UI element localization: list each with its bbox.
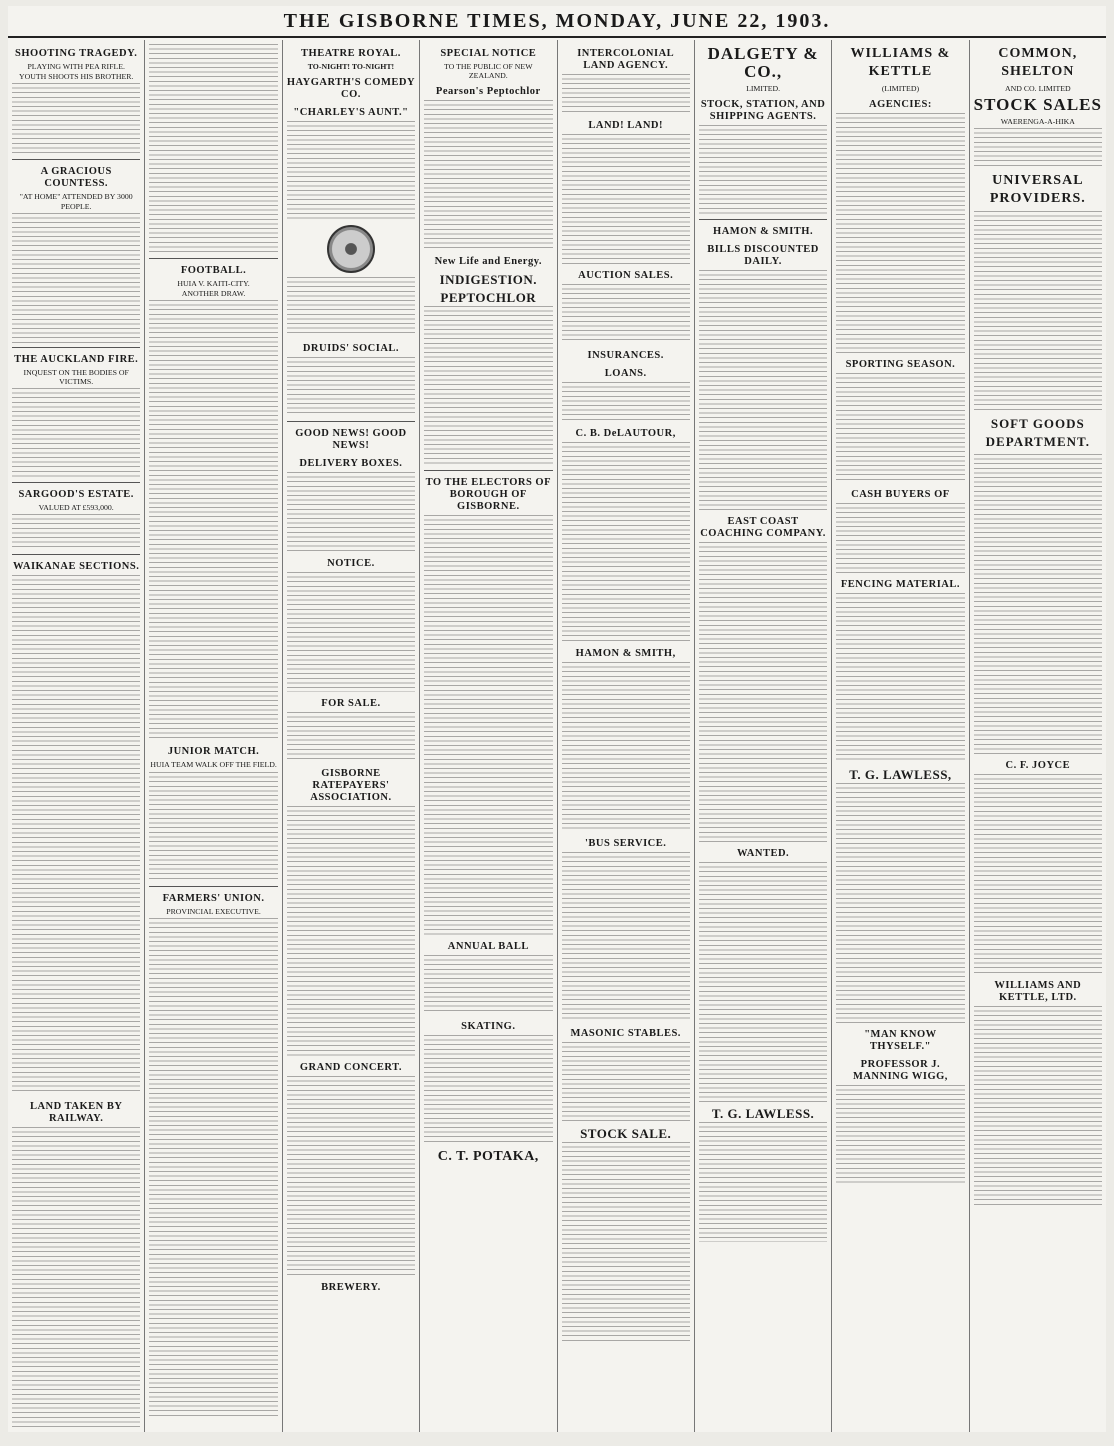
article-text: [149, 772, 277, 882]
headline: LOANS.: [604, 368, 647, 379]
headline: ANNUAL BALL: [447, 941, 529, 953]
headline: 'BUS SERVICE.: [584, 838, 667, 849]
column-8: [970, 40, 1106, 1432]
divider: [424, 470, 552, 471]
article-text: [974, 454, 1102, 754]
headline: GISBORNE RATEPAYERS' ASSOCIATION.: [310, 768, 392, 804]
article-text: [562, 382, 690, 422]
article-text: [424, 1035, 552, 1145]
headline: "MAN KNOW THYSELF.": [864, 1029, 937, 1053]
divider: [12, 347, 140, 348]
headline: Pearson's Peptochlor: [435, 86, 541, 98]
headline: INTERCOLONIAL LAND AGENCY.: [577, 48, 675, 71]
headline: FARMERS' UNION.: [162, 892, 265, 904]
column-5: [558, 40, 695, 1432]
article-text: [836, 593, 964, 763]
subheadline: PLAYING WITH PEA RIFLE.: [27, 62, 125, 71]
subheadline: INQUEST ON THE BODIES OF VICTIMS.: [23, 367, 129, 387]
article-text: [149, 44, 277, 254]
article-text: [562, 1142, 690, 1342]
headline: T. G. LAWLESS.: [711, 1106, 815, 1122]
headline: MASONIC STABLES.: [570, 1028, 681, 1039]
subheadline: TO THE PUBLIC OF NEW ZEALAND.: [444, 62, 533, 81]
divider: [149, 886, 277, 887]
columns: [8, 40, 1106, 1432]
headline: SPORTING SEASON.: [845, 359, 956, 371]
headline: WAIKANAE SECTIONS.: [13, 561, 140, 573]
article-text: [149, 300, 277, 740]
lodge-emblem: [287, 225, 415, 273]
headline: JUNIOR MATCH.: [167, 746, 260, 758]
subheadline: YOUTH SHOOTS HIS BROTHER.: [19, 72, 134, 82]
divider: [12, 554, 140, 555]
divider: [12, 159, 140, 160]
subheadline: ANOTHER DRAW.: [181, 289, 246, 299]
column-2: [145, 40, 282, 1432]
headline: C. T. POTAKA,: [437, 1149, 539, 1165]
column-1: [8, 40, 145, 1432]
subheadline: VALUED AT £593,000.: [38, 503, 114, 513]
article-text: [974, 774, 1102, 974]
article-text: [12, 83, 140, 155]
subheadline: TO-NIGHT! TO-NIGHT!: [307, 62, 395, 71]
subheadline: HUIA V. KAITI-CITY.: [177, 279, 250, 288]
article-text: [699, 542, 827, 842]
article-text: [287, 277, 415, 337]
article-text: [562, 852, 690, 1022]
article-text: [287, 1076, 415, 1276]
article-text: [12, 1127, 140, 1427]
article-text: [424, 955, 552, 1015]
divider: [12, 482, 140, 483]
headline: STOCK, STATION, AND SHIPPING AGENTS.: [700, 99, 826, 123]
article-text: [12, 388, 140, 478]
article-text: [836, 783, 964, 1023]
subheadline: "AT HOME" ATTENDED BY 3000 PEOPLE.: [19, 192, 133, 211]
column-4: [420, 40, 557, 1432]
headline: INSURANCES.: [587, 350, 664, 361]
article-text: [562, 442, 690, 642]
headline: THE AUCKLAND FIRE.: [14, 353, 139, 365]
headline: LAND! LAND!: [588, 120, 663, 131]
headline: DRUIDS' SOCIAL.: [302, 343, 400, 355]
headline: C. F. JOYCE: [1005, 760, 1071, 772]
article-text: [287, 472, 415, 552]
article-text: [562, 74, 690, 114]
column-3: [283, 40, 420, 1432]
headline: FENCING MATERIAL.: [840, 579, 961, 591]
headline: WANTED.: [736, 848, 790, 860]
subheadline: PROVINCIAL EXECUTIVE.: [166, 906, 261, 916]
subheadline: WAERENGA-A-HIKA: [1000, 117, 1075, 127]
article-text: [562, 284, 690, 344]
headline: LAND TAKEN BY RAILWAY.: [29, 1101, 123, 1125]
headline: EAST COAST COACHING COMPANY.: [700, 516, 826, 540]
article-text: [562, 662, 690, 832]
article-text: [699, 270, 827, 510]
headline: HAMON & SMITH,: [575, 648, 676, 659]
divider: [699, 219, 827, 220]
headline: INDIGESTION.: [439, 272, 537, 288]
subheadline: (LIMITED): [881, 84, 920, 93]
headline: T. G. LAWLESS,: [849, 767, 952, 783]
headline: PEPTOCHLOR: [440, 290, 537, 306]
masthead-title: THE GISBORNE TIMES, MONDAY, JUNE 22, 1903.: [283, 10, 831, 32]
headline: BREWERY.: [321, 1282, 381, 1294]
headline: COMMON, SHELTON: [998, 46, 1078, 79]
headline: SARGOOD'S ESTATE.: [18, 489, 134, 501]
subheadline: HUIA TEAM WALK OFF THE FIELD.: [150, 760, 277, 770]
headline: SOFT GOODS DEPARTMENT.: [985, 416, 1090, 450]
headline: STOCK SALES: [973, 95, 1102, 115]
article-text: [974, 1006, 1102, 1206]
article-text: [12, 213, 140, 343]
article-text: [287, 712, 415, 762]
emblem-icon: [327, 225, 375, 273]
headline: NOTICE.: [327, 558, 375, 570]
headline: BILLS DISCOUNTED DAILY.: [707, 244, 819, 268]
column-6: [695, 40, 832, 1432]
headline: UNIVERSAL PROVIDERS.: [989, 173, 1086, 207]
headline: HAMON & SMITH.: [713, 226, 814, 238]
article-text: [974, 211, 1102, 411]
headline: THEATRE ROYAL.: [301, 48, 401, 59]
article-text: [699, 862, 827, 1102]
column-7: [832, 40, 969, 1432]
newspaper-page: [8, 6, 1106, 1432]
headline: AGENCIES:: [869, 99, 932, 111]
article-text: [699, 125, 827, 215]
headline: C. B. DeLAUTOUR,: [575, 428, 676, 439]
article-text: [424, 515, 552, 935]
masthead: [8, 6, 1106, 38]
headline: HAYGARTH'S COMEDY CO.: [286, 77, 416, 101]
headline: WILLIAMS AND KETTLE, LTD.: [994, 980, 1082, 1004]
headline: GOOD NEWS! GOOD NEWS!: [295, 428, 407, 452]
headline: GRAND CONCERT.: [299, 1062, 402, 1074]
divider: [149, 258, 277, 259]
headline: WILLIAMS & KETTLE: [850, 46, 951, 79]
article-text: [287, 121, 415, 221]
article-text: [287, 357, 415, 417]
subheadline: LIMITED.: [746, 84, 781, 93]
headline: PROFESSOR J. MANNING WIGG,: [852, 1059, 948, 1083]
article-text: [424, 306, 552, 466]
article-text: [699, 1122, 827, 1242]
headline: A GRACIOUS COUNTESS.: [40, 166, 112, 190]
article-text: [12, 575, 140, 1095]
article-text: [562, 134, 690, 264]
headline: SKATING.: [461, 1021, 516, 1033]
headline: STOCK SALE.: [580, 1126, 672, 1141]
article-text: [562, 1042, 690, 1122]
headline: CASH BUYERS OF: [851, 489, 950, 501]
article-text: [424, 100, 552, 250]
article-text: [12, 514, 140, 550]
article-text: [149, 918, 277, 1418]
headline: "CHARLEY'S AUNT.": [293, 107, 409, 119]
headline: AUCTION SALES.: [578, 270, 674, 281]
headline: New Life and Energy.: [434, 256, 543, 268]
article-text: [836, 113, 964, 353]
article-text: [287, 572, 415, 692]
headline: FOOTBALL.: [180, 265, 247, 276]
subheadline: AND CO. LIMITED: [1005, 84, 1071, 93]
headline: TO THE ELECTORS OF BOROUGH OF GISBORNE.: [425, 477, 552, 513]
article-text: [836, 1085, 964, 1185]
article-text: [836, 503, 964, 573]
article-text: [287, 806, 415, 1056]
headline: SHOOTING TRAGEDY.: [15, 48, 138, 59]
headline: DELIVERY BOXES.: [299, 458, 403, 470]
article-text: [836, 373, 964, 483]
divider: [287, 421, 415, 422]
headline: DALGETY & CO.,: [707, 44, 819, 81]
headline: SPECIAL NOTICE: [440, 48, 537, 59]
headline: FOR SALE.: [321, 698, 381, 710]
article-text: [974, 128, 1102, 168]
